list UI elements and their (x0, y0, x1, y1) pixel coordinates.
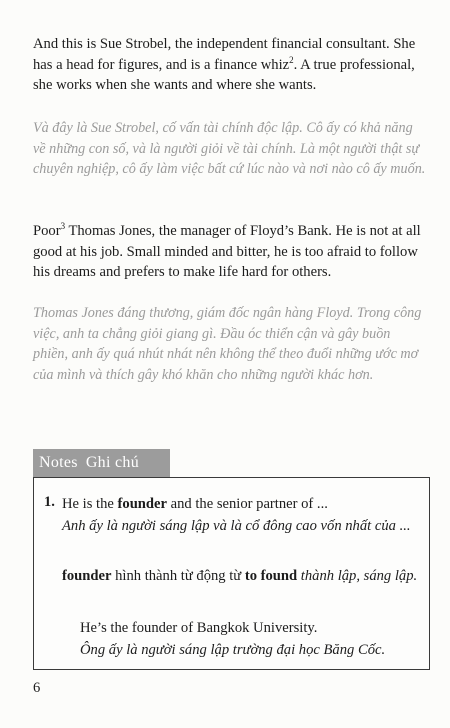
translation-thomas-jones: Thomas Jones đáng thương, giám đốc ngân hàng Floyd. Trong công việc, anh ta chẳng giỏi giang gì. Đầu óc thiển cận và gây buồn phiền, anh ấy quá nhút nhát nên không thể theo đuổi những ước mơ của mình và thích gây khó khăn cho những người khác hơn. (33, 305, 422, 383)
footnote-marker: 2 (289, 54, 294, 65)
page-number: 6 (33, 680, 41, 696)
vocab-verb: to found (244, 568, 298, 584)
note-text: and the senior partner of ... (167, 496, 328, 512)
footnote-marker: 3 (60, 221, 66, 232)
paragraph-text: Thomas Jones, the manager of Floyd’s Bank. He is not at all good at his job. Small minded and bitter, he is too afraid to follow his dreams and prefers to make life hard for others. (33, 223, 421, 280)
paragraph-sue-strobel (33, 34, 425, 96)
notes-header-en: Notes (39, 454, 78, 471)
note-usage-translation: Ông ấy là người sáng lập trường đại học Băng Cốc. (80, 642, 386, 658)
paragraph-thomas-jones (33, 221, 425, 283)
notes-header-vi: Ghi chú (85, 454, 140, 471)
translation-sue-strobel: Và đây là Sue Strobel, cố vấn tài chính độc lập. Cô ấy có khả năng về những con số, và là người giỏi về tài chính. Là một người thật sự chuyên nghiệp, cô ấy làm việc bất cứ lúc nào và nơi nào cô ấy muốn. (33, 120, 426, 177)
note-number: 1. (44, 494, 55, 510)
vocab-word: founder (62, 568, 112, 584)
paragraph-text: Poor (33, 223, 61, 239)
paragraph-text: . A true professional, she works when she wants and where she wants. (33, 56, 415, 93)
notes-header (33, 449, 170, 477)
paragraph-text: And this is Sue Strobel, the independent financial consultant. She has a head for figures, and is a finance whiz (33, 36, 416, 73)
note-text: He is the (62, 496, 118, 512)
note-text: hình thành từ động từ (111, 568, 245, 584)
note-keyword: founder (117, 496, 167, 512)
vocab-meaning: thành lập, sáng lập. (297, 568, 418, 584)
note-usage-example: He’s the founder of Bangkok University. (80, 620, 318, 636)
note-example-sentence (62, 494, 422, 514)
note-vocab-explanation (62, 566, 422, 586)
note-example-translation: Anh ấy là người sáng lập và là cổ đông cao vốn nhất của ... (62, 518, 411, 534)
